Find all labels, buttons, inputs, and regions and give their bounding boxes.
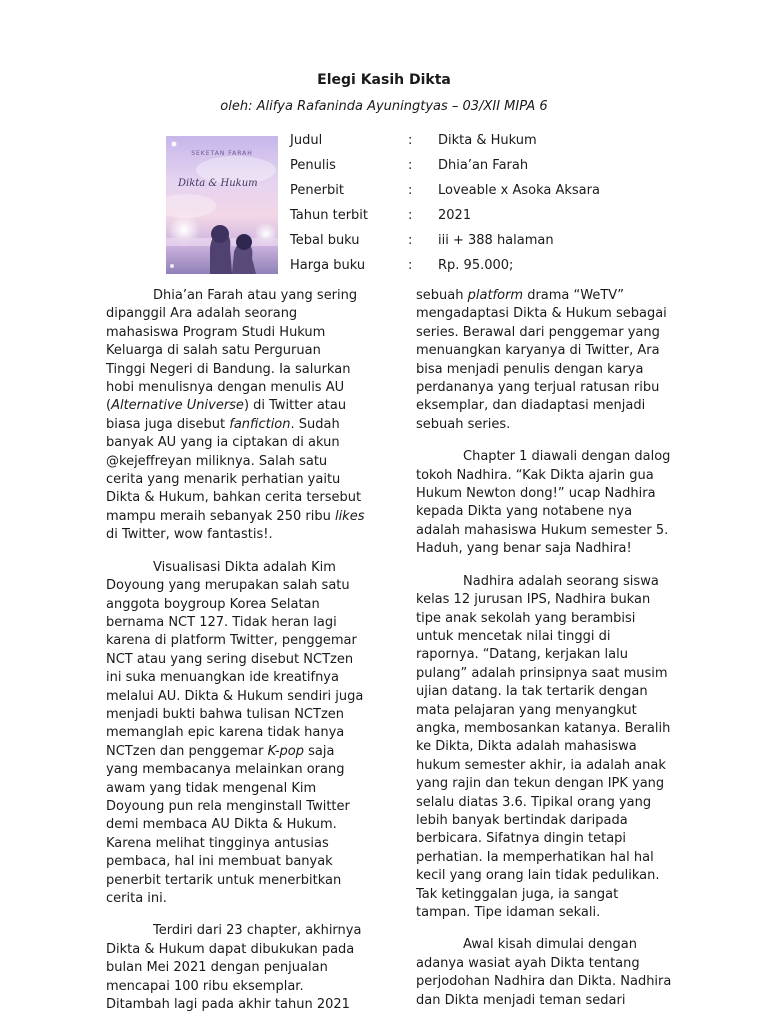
text-segment: perjodohan Nadhira dan Dikta. Nadhira [416, 974, 672, 990]
text-segment: Doyoung yang merupakan salah satu [106, 578, 350, 594]
text-segment: ujian datang. Ia tak tertarik dengan [416, 684, 648, 700]
book-info-label: Harga buku [290, 258, 366, 273]
text-line [416, 936, 696, 954]
text-segment: ) di Twitter atau [243, 398, 347, 414]
text-line [106, 453, 386, 471]
text-segment: pulang” adalah prinsipnya saat musim [416, 665, 668, 681]
book-info-separator: : [408, 133, 413, 148]
text-segment: dan Dikta menjadi teman sedari [416, 992, 626, 1008]
text-line [106, 324, 386, 342]
text-line [416, 646, 696, 664]
text-segment: hukum semester akhir, ia adalah anak [416, 757, 666, 773]
text-segment: berbicara. Sifatnya dingin tetapi [416, 831, 627, 847]
text-line [106, 941, 386, 959]
text-segment: ( [106, 398, 112, 414]
text-line [106, 559, 386, 577]
book-info-value: Dhia’an Farah [438, 158, 529, 173]
text-line [416, 628, 696, 646]
text-line [416, 503, 696, 521]
book-info-label: Tahun terbit [290, 208, 369, 223]
text-line [416, 992, 696, 1010]
text-line [416, 305, 696, 323]
text-segment: . Sudah [290, 416, 340, 432]
text-segment: mengadaptasi Dikta & Hukum sebagai [416, 306, 667, 322]
book-info-label: Tebal buku [290, 233, 360, 248]
text-segment: sebuah series. [416, 416, 511, 432]
text-line [106, 614, 386, 632]
left-column [106, 287, 386, 1028]
italic-term: likes [334, 508, 365, 524]
text-segment: karena di platform Twitter, penggemar [106, 633, 357, 649]
text-segment: adalah mahasiswa Hukum semester 5. [416, 522, 669, 538]
body-paragraph [106, 287, 386, 545]
article-byline: oleh: Alifya Rafaninda Ayuningtyas – 03/XII MIPA 6 [220, 99, 548, 114]
body-paragraph [416, 448, 696, 558]
text-segment: Keluarga di salah satu Perguruan [106, 343, 321, 359]
text-line [106, 434, 386, 452]
book-info-value: Loveable x Asoka Aksara [438, 183, 600, 198]
text-segment: Tinggi Negeri di Bandung. Ia salurkan [106, 361, 351, 377]
book-info-value: iii + 388 halaman [438, 233, 554, 248]
text-segment: penerbit tertarik untuk menerbitkan [106, 872, 342, 888]
italic-term: K-pop [267, 743, 304, 759]
text-segment: Dikta & Hukum, bahkan cerita tersebut [106, 490, 362, 506]
text-segment: mampu meraih sebanyak 250 ribu [106, 508, 335, 524]
text-segment: mencapai 100 ribu eksemplar. [106, 978, 304, 994]
book-info-value: 2021 [438, 208, 472, 223]
text-line [416, 973, 696, 991]
text-line [416, 775, 696, 793]
text-line [416, 886, 696, 904]
text-segment: Awal kisah dimulai dengan [463, 937, 637, 953]
text-segment: Terdiri dari 23 chapter, akhirnya [153, 923, 362, 939]
text-line [416, 416, 696, 434]
text-segment: yang membacanya melainkan orang [106, 762, 345, 778]
text-segment: Visualisasi Dikta adalah Kim [153, 559, 336, 575]
body-paragraph [416, 287, 696, 434]
body-paragraph [106, 559, 386, 909]
text-segment: mata pelajaran yang menyangkut [416, 702, 637, 718]
book-info-separator: : [408, 258, 413, 273]
text-segment: Ditambah lagi pada akhir tahun 2021 [106, 997, 350, 1013]
text-line [416, 955, 696, 973]
text-segment: dipanggil Ara adalah seorang [106, 306, 298, 322]
text-segment: yang rajin dan tekun dengan IPK yang [416, 776, 665, 792]
text-line [416, 540, 696, 558]
text-segment: Karena melihat tingginya antusias [106, 835, 329, 851]
book-info-separator: : [408, 183, 413, 198]
text-line [416, 794, 696, 812]
text-segment: perhatian. Ia memperhatikan hal hal [416, 849, 654, 865]
text-line [416, 448, 696, 466]
text-segment: di Twitter, wow fantastis!. [106, 527, 273, 543]
text-line [416, 683, 696, 701]
text-segment: menuangkan karyanya di Twitter, Ara [416, 343, 660, 359]
text-segment: cerita ini. [106, 891, 167, 906]
text-segment: Hukum Newton dong!” ucap Nadhira [416, 486, 656, 502]
text-line [106, 996, 386, 1014]
text-line [106, 489, 386, 507]
text-line [106, 471, 386, 489]
text-line [106, 780, 386, 798]
text-segment: Doyoung pun rela menginstall Twitter [106, 798, 350, 814]
text-line [106, 526, 386, 544]
text-segment: selalu diatas 3.6. Tipikal orang yang [416, 794, 652, 810]
text-segment: lebih banyak bertindak daripada [416, 812, 628, 828]
text-line [106, 922, 386, 940]
text-segment: bulan Mei 2021 dengan penjualan [106, 960, 328, 976]
text-segment: kelas 12 jurusan IPS, Nadhira bukan [416, 592, 651, 608]
text-segment: Dhia’an Farah atau yang sering [153, 288, 358, 303]
text-line [416, 867, 696, 885]
book-info-row [290, 183, 600, 208]
text-line [106, 978, 386, 996]
book-info-label: Judul [290, 133, 323, 148]
text-line [106, 688, 386, 706]
text-segment: melalui AU. Dikta & Hukum sendiri juga [106, 688, 364, 704]
text-segment: Haduh, yang benar saja Nadhira! [416, 541, 632, 557]
text-segment: NCTzen dan penggemar [106, 743, 268, 759]
book-info-value: Dikta & Hukum [438, 133, 537, 148]
text-line [416, 467, 696, 485]
text-segment: angka, membosankan katanya. Beralih [416, 720, 671, 736]
text-line [416, 342, 696, 360]
text-segment: perdananya yang terjual ratusan ribu [416, 380, 660, 396]
book-info-separator: : [408, 233, 413, 248]
text-line [106, 379, 386, 397]
text-line [416, 830, 696, 848]
text-line [106, 305, 386, 323]
cover-author-text: SEKETAN FARAH [191, 150, 253, 157]
text-segment: Dikta & Hukum dapat dibukukan pada [106, 941, 355, 957]
right-column [416, 287, 696, 1024]
text-segment: Tak ketinggalan juga, ia sangat [416, 886, 619, 902]
book-info-row [290, 133, 600, 158]
text-line [416, 665, 696, 683]
text-segment: eksemplar, dan diadaptasi menjadi [416, 398, 646, 414]
article-title: Elegi Kasih Dikta [317, 72, 451, 88]
text-segment: @kejeffreyan miliknya. Salah satu [106, 453, 328, 469]
body-paragraph [416, 936, 696, 1010]
book-info-row [290, 233, 600, 258]
text-segment: tampan. Tipe idaman sekali. [416, 905, 601, 920]
book-info-row [290, 208, 600, 233]
cover-title-text: Dikta & Hukum [178, 178, 258, 189]
italic-term: Alternative Universe [111, 398, 244, 414]
text-segment: Nadhira adalah seorang siswa [463, 573, 659, 589]
text-segment: bernama NCT 127. Tidak heran lagi [106, 614, 337, 630]
text-segment: anggota boygroup Korea Selatan [106, 596, 320, 612]
text-segment: mahasiswa Program Studi Hukum [106, 324, 326, 340]
text-line [106, 361, 386, 379]
text-line [416, 591, 696, 609]
text-line [106, 835, 386, 853]
text-line [416, 702, 696, 720]
text-line [106, 342, 386, 360]
text-line [416, 812, 696, 830]
text-segment: saja [304, 743, 335, 759]
text-segment: kecil yang orang lain tidak pedulikan. [416, 868, 660, 884]
text-line [416, 573, 696, 591]
text-line [106, 872, 386, 890]
text-segment: hobi menulisnya dengan menulis AU [106, 380, 345, 396]
text-line [416, 610, 696, 628]
text-segment: ini suka menuangkan ide kreatifnya [106, 670, 339, 686]
book-info-value: Rp. 95.000; [438, 258, 514, 273]
text-line [416, 287, 696, 305]
text-segment: kepada Dikta yang notabene nya [416, 504, 633, 520]
text-line [106, 724, 386, 742]
text-line [106, 416, 386, 434]
text-segment: adanya wasiat ayah Dikta tentang [416, 955, 640, 971]
text-segment: cerita yang menarik perhatian yaitu [106, 472, 341, 488]
text-line [416, 738, 696, 756]
text-segment: biasa juga disebut [106, 416, 230, 432]
text-segment: demi membaca AU Dikta & Hukum. [106, 817, 337, 833]
text-line [106, 577, 386, 595]
text-line [106, 761, 386, 779]
book-info-row [290, 258, 600, 283]
text-line [106, 743, 386, 761]
book-info-separator: : [408, 158, 413, 173]
text-line [416, 324, 696, 342]
text-segment: series. Berawal dari penggemar yang [416, 324, 660, 340]
text-line [416, 379, 696, 397]
text-segment: untuk mencetak nilai tinggi di [416, 628, 611, 644]
text-line [416, 522, 696, 540]
book-info-label: Penerbit [290, 183, 344, 198]
book-info-row [290, 158, 600, 183]
text-line [106, 798, 386, 816]
text-line [106, 397, 386, 415]
text-line [416, 397, 696, 415]
text-line [106, 959, 386, 977]
text-line [416, 757, 696, 775]
text-segment: banyak AU yang ia ciptakan di akun [106, 435, 340, 451]
text-segment: rapornya. “Datang, kerjakan lalu [416, 647, 628, 663]
text-line [106, 596, 386, 614]
body-paragraph [416, 573, 696, 923]
text-segment: ke Dikta, Dikta adalah mahasiswa [416, 739, 637, 755]
text-segment: bisa menjadi penulis dengan karya [416, 361, 644, 377]
text-segment: drama “WeTV” [523, 288, 624, 303]
italic-term: platform [467, 288, 524, 303]
text-line [416, 849, 696, 867]
text-line [106, 651, 386, 669]
text-line [106, 287, 386, 305]
text-line [416, 361, 696, 379]
text-segment: tipe anak sekolah yang berambisi [416, 610, 636, 626]
text-segment: menjadi bukti bahwa tulisan NCTzen [106, 706, 344, 722]
text-segment: Chapter 1 diawali dengan dalog [463, 449, 671, 465]
text-line [106, 669, 386, 687]
book-cover-image [166, 136, 278, 274]
book-info-table [290, 133, 600, 283]
text-segment: awam yang tidak mengenal Kim [106, 780, 317, 796]
book-info-label: Penulis [290, 158, 336, 173]
text-line [416, 720, 696, 738]
body-paragraph [106, 922, 386, 1014]
text-line [416, 904, 696, 922]
text-segment: memanglah epic karena tidak hanya [106, 725, 345, 741]
book-info-separator: : [408, 208, 413, 223]
text-segment: tokoh Nadhira. “Kak Dikta ajarin gua [416, 467, 654, 483]
italic-term: fanfiction [229, 416, 291, 432]
text-segment: sebuah [416, 288, 468, 303]
text-line [106, 706, 386, 724]
text-segment: pembaca, hal ini membuat banyak [106, 854, 333, 870]
text-line [106, 632, 386, 650]
text-line [416, 485, 696, 503]
text-line [106, 508, 386, 526]
text-line [106, 890, 386, 908]
text-line [106, 816, 386, 834]
text-line [106, 853, 386, 871]
text-segment: NCT atau yang sering disebut NCTzen [106, 651, 354, 667]
